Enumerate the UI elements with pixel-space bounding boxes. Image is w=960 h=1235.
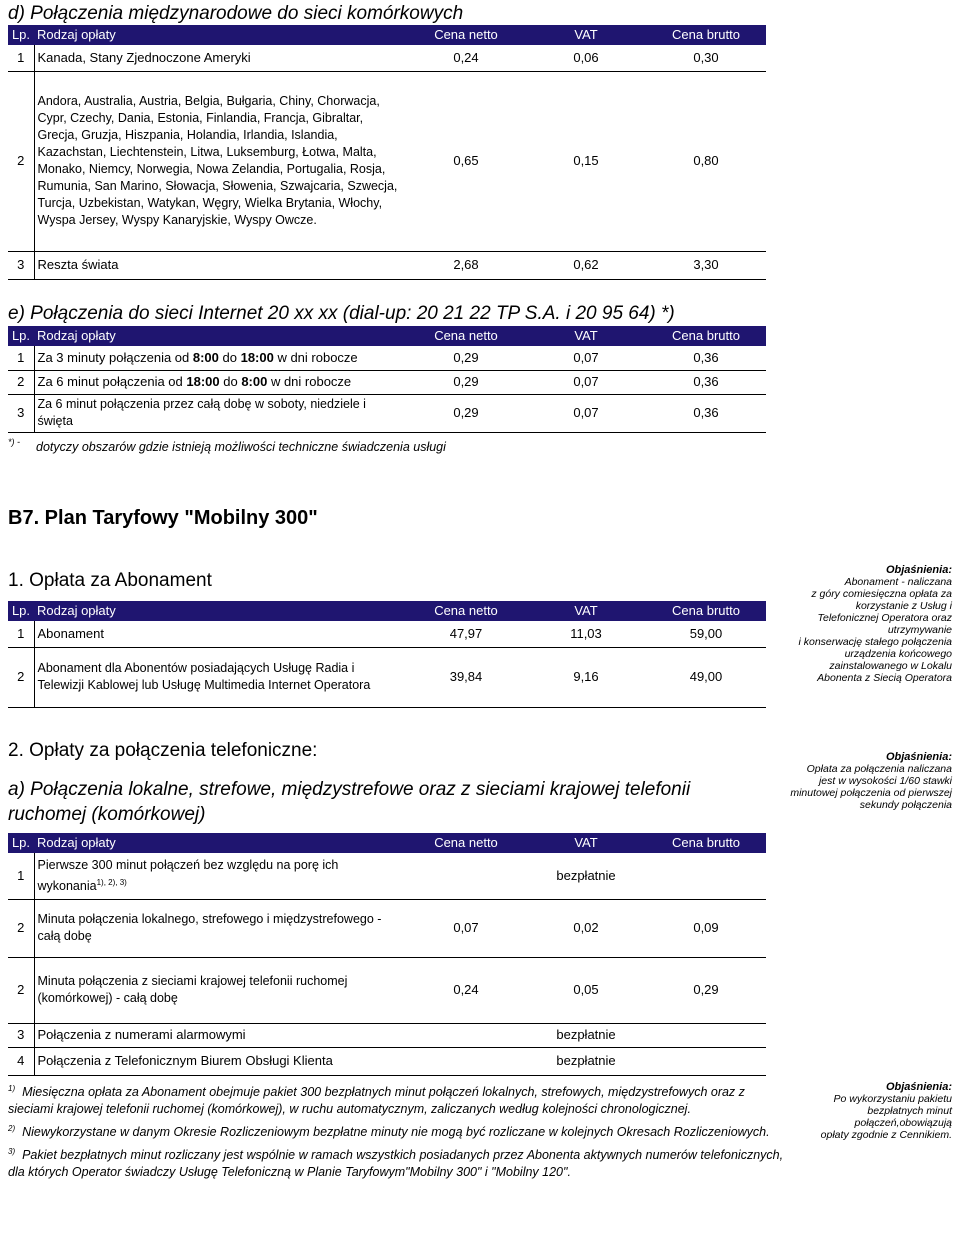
desc-part: w dni robocze	[273, 349, 358, 365]
header-netto: Cena netto	[406, 601, 526, 621]
row-brutto: 0,29	[646, 957, 766, 1023]
row-desc: Abonament dla Abonentów posiadających Usługę Radia i Telewizji Kablowej lub Usługę Multimedia Internet Operatora	[34, 647, 406, 707]
note-line: bezpłatnych minut	[867, 1105, 952, 1117]
table-row	[8, 621, 766, 647]
row-desc: Minuta połączenia lokalnego, strefowego i międzystrefowego - całą dobę	[34, 899, 406, 957]
row-brutto: 0,36	[646, 346, 766, 370]
table-row	[8, 1047, 766, 1075]
row-brutto: 0,80	[646, 71, 766, 251]
section-e-title: e) Połączenia do sieci Internet 20 xx xx (dial-up: 20 21 22 TP S.A. i 20 95 64) *)	[8, 303, 675, 324]
footnote-text: Niewykorzystane w danym Okresie Rozliczeniowym bezpłatne minuty nie mogą być rozliczane w kolejnych Okresach Rozliczeniowych.	[22, 1125, 770, 1140]
footnotes	[8, 1080, 788, 1181]
footnote-note	[800, 1081, 952, 1141]
row-lp: 3	[8, 394, 34, 432]
header-type: Rodzaj opłaty	[34, 326, 406, 346]
row-lp: 2	[8, 957, 34, 1023]
row-lp: 1	[8, 346, 34, 370]
note-line: Telefonicznej Operatora oraz	[817, 612, 952, 624]
footnote-text: Pakiet bezpłatnych minut rozliczany jest wspólnie w ramach wszystkich posiadanych przez Abonenta aktywnych numerów telefonicznych, dla których Operator świadczy Usługę Telefoniczną w Planie Taryfowym"Mobilny 300" i "Mobilny 120".	[8, 1148, 784, 1180]
calls-note	[780, 751, 952, 811]
table-row	[8, 370, 766, 394]
plan-title: B7. Plan Taryfowy "Mobilny 300"	[8, 507, 318, 529]
table-row	[8, 251, 766, 279]
row-vat: 9,16	[526, 647, 646, 707]
row-vat: 0,02	[526, 899, 646, 957]
row-free: bezpłatnie	[406, 1023, 766, 1047]
note-line: połączeń,obowiązują	[854, 1117, 952, 1129]
row-lp: 2	[8, 647, 34, 707]
row-lp: 1	[8, 621, 34, 647]
row-desc: Połączenia z numerami alarmowymi	[34, 1023, 406, 1047]
row-netto: 47,97	[406, 621, 526, 647]
row-netto: 0,29	[406, 370, 526, 394]
table-row	[8, 71, 766, 251]
table-header	[8, 326, 766, 346]
row-netto: 0,29	[406, 394, 526, 432]
row-brutto: 0,36	[646, 370, 766, 394]
row-brutto: 0,36	[646, 394, 766, 432]
note-line: zainstalowanego w Lokalu	[829, 660, 952, 672]
row-netto: 0,24	[406, 45, 526, 71]
table-row	[8, 1023, 766, 1047]
note-line: Opłata za połączenia naliczana	[806, 763, 952, 775]
row-netto: 0,29	[406, 346, 526, 370]
header-netto: Cena netto	[406, 25, 526, 45]
note-line: utrzymywanie	[887, 624, 952, 636]
row-vat: 0,07	[526, 370, 646, 394]
calls-subtitle: a) Połączenia lokalne, strefowe, międzystrefowe oraz z sieciami krajowej telefonii ruchomej (komórkowej)	[8, 779, 691, 825]
footnote-refs: 1), 2), 3)	[96, 877, 127, 887]
header-lp: Lp.	[8, 601, 34, 621]
row-netto: 2,68	[406, 251, 526, 279]
note-line: jest w wysokości 1/60 stawki	[818, 775, 952, 787]
row-lp: 2	[8, 71, 34, 251]
row-vat: 0,07	[526, 394, 646, 432]
row-desc	[34, 370, 406, 394]
header-lp: Lp.	[8, 833, 34, 853]
row-lp: 2	[8, 899, 34, 957]
table-row	[8, 647, 766, 707]
abonament-note	[780, 564, 952, 684]
header-type: Rodzaj opłaty	[34, 601, 406, 621]
row-vat: 0,07	[526, 346, 646, 370]
desc-part: Za 3 minuty połączenia od	[37, 349, 193, 365]
footnote-2	[8, 1120, 788, 1141]
table-row	[8, 899, 766, 957]
row-brutto: 0,30	[646, 45, 766, 71]
row-vat: 0,05	[526, 957, 646, 1023]
table-row	[8, 853, 766, 899]
row-desc: Połączenia z Telefonicznym Biurem Obsługi Klienta	[34, 1047, 406, 1075]
row-vat: 0,15	[526, 71, 646, 251]
section-e-footnote: dotyczy obszarów gdzie istnieją możliwości techniczne świadczenia usługi	[36, 440, 446, 454]
international-mobile-table	[8, 25, 766, 280]
header-vat: VAT	[526, 25, 646, 45]
time-to: 8:00	[241, 374, 268, 389]
desc-part: do	[219, 374, 242, 389]
time-from: 18:00	[186, 374, 220, 389]
footnote-1	[8, 1080, 788, 1118]
footnote-text: Miesięczna opłata za Abonament obejmuje pakiet 300 bezpłatnych minut połączeń lokalnych, strefowych, międzystrefowych oraz z sieciami krajowej telefonii ruchomej (komórkowej), w ruchu automatycznym, zaliczanych według kolejności chronologicznej.	[8, 1085, 745, 1117]
header-lp: Lp.	[8, 326, 34, 346]
header-vat: VAT	[526, 833, 646, 853]
section-d-title: d) Połączenia międzynarodowe do sieci komórkowych	[8, 3, 464, 24]
footnote-mark: 2)	[8, 1124, 16, 1134]
table-header	[8, 833, 766, 853]
row-free: bezpłatnie	[406, 1047, 766, 1075]
row-desc	[34, 346, 406, 370]
note-line: Abonament - naliczana	[844, 576, 952, 588]
header-netto: Cena netto	[406, 326, 526, 346]
footnote-mark: *) -	[8, 437, 20, 447]
row-free: bezpłatnie	[406, 853, 766, 899]
note-line: minutowej połączenia od pierwszej	[790, 787, 952, 799]
table-row	[8, 45, 766, 71]
row-desc: Za 6 minut połączenia przez całą dobę w soboty, niedziele i święta	[34, 394, 406, 432]
row-lp: 1	[8, 45, 34, 71]
desc-text: Pierwsze 300 minut połączeń bez względu na porę ich wykonania	[37, 857, 339, 893]
row-lp: 3	[8, 251, 34, 279]
row-desc: Minuta połączenia z sieciami krajowej telefonii ruchomej (komórkowej) - całą dobę	[34, 957, 406, 1023]
table-row	[8, 394, 766, 432]
note-line: sekundy połączenia	[859, 799, 952, 811]
footnote-mark: 3)	[8, 1147, 16, 1157]
table-row	[8, 957, 766, 1023]
note-line: Abonenta z Siecią Operatora	[817, 672, 952, 684]
row-vat: 11,03	[526, 621, 646, 647]
header-lp: Lp.	[8, 25, 34, 45]
row-desc: Reszta świata	[34, 251, 406, 279]
note-line: Po wykorzystaniu pakietu	[833, 1093, 952, 1105]
note-line: urządzenia końcowego	[844, 648, 952, 660]
header-brutto: Cena brutto	[646, 833, 766, 853]
note-line: korzystanie z Usług i	[855, 600, 952, 612]
abonament-table	[8, 601, 766, 708]
row-desc: Kanada, Stany Zjednoczone Ameryki	[34, 45, 406, 71]
header-brutto: Cena brutto	[646, 601, 766, 621]
note-title: Objaśnienia:	[885, 1081, 952, 1093]
time-from: 8:00	[192, 349, 219, 365]
header-type: Rodzaj opłaty	[34, 25, 406, 45]
calls-title: 2. Opłaty za połączenia telefoniczne:	[8, 740, 318, 761]
row-lp: 3	[8, 1023, 34, 1047]
desc-part: w dni robocze	[267, 374, 352, 389]
row-brutto: 3,30	[646, 251, 766, 279]
row-brutto: 49,00	[646, 647, 766, 707]
row-vat: 0,06	[526, 45, 646, 71]
note-line: i konserwację stałego połączenia	[798, 636, 952, 648]
header-vat: VAT	[526, 326, 646, 346]
calls-table	[8, 833, 766, 1076]
row-netto: 39,84	[406, 647, 526, 707]
row-desc	[34, 853, 406, 899]
row-lp: 4	[8, 1047, 34, 1075]
note-line: opłaty zgodnie z Cennikiem.	[820, 1129, 952, 1141]
row-brutto: 59,00	[646, 621, 766, 647]
row-lp: 2	[8, 370, 34, 394]
table-header	[8, 25, 766, 45]
footnote-mark: 1)	[8, 1084, 16, 1093]
abonament-title: 1. Opłata za Abonament	[8, 570, 212, 591]
header-type: Rodzaj opłaty	[34, 833, 406, 853]
row-lp: 1	[8, 853, 34, 899]
row-netto: 0,07	[406, 899, 526, 957]
table-header	[8, 601, 766, 621]
table-row	[8, 346, 766, 370]
internet-table	[8, 326, 766, 433]
note-title: Objaśnienia:	[885, 564, 952, 576]
header-brutto: Cena brutto	[646, 326, 766, 346]
row-brutto: 0,09	[646, 899, 766, 957]
row-vat: 0,62	[526, 251, 646, 279]
note-line: z góry comiesięczna opłata za	[811, 588, 952, 600]
header-vat: VAT	[526, 601, 646, 621]
header-brutto: Cena brutto	[646, 25, 766, 45]
row-desc: Abonament	[34, 621, 406, 647]
footnote-3	[8, 1143, 788, 1181]
note-title: Objaśnienia:	[885, 751, 952, 763]
desc-part: Za 6 minut połączenia od	[37, 374, 187, 389]
row-netto: 0,65	[406, 71, 526, 251]
desc-part: do	[218, 349, 241, 365]
row-desc: Andora, Australia, Austria, Belgia, Bułgaria, Chiny, Chorwacja, Cypr, Czechy, Dania, Estonia, Finlandia, Francja, Gibraltar, Grecja, Gruzja, Hiszpania, Holandia, Irlandia, Islandia, Kazachstan, Liechtenstein, Litwa, Luksemburg, Łotwa, Malta, Monako, Niemcy, Norwegia, Nowa Zelandia, Portugalia, Rosja, Rumunia, San Marino, Słowacja, Słowenia, Szwajcaria, Szwecja, Turcja, Uzbekistan, Watykan, Węgry, Wielka Brytania, Włochy, Wyspa Jersey, Wyspy Kanaryjskie, Wyspy Owcze.	[34, 71, 406, 251]
row-netto: 0,24	[406, 957, 526, 1023]
time-to: 18:00	[240, 349, 274, 365]
header-netto: Cena netto	[406, 833, 526, 853]
